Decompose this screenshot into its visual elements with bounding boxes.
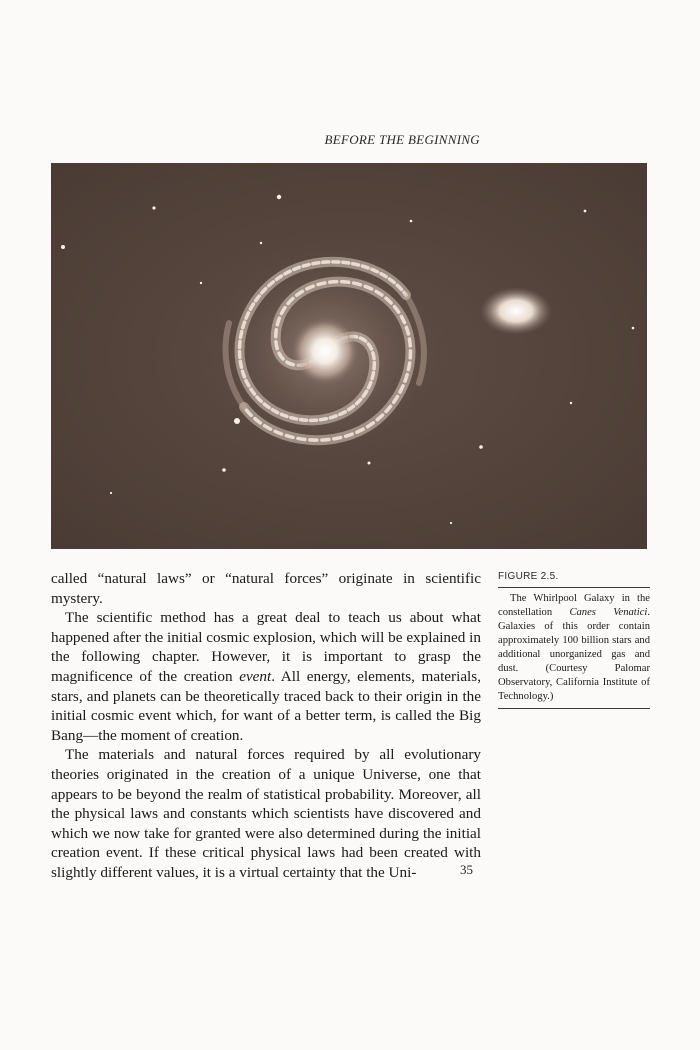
galaxy-image: [51, 163, 647, 549]
paragraph-2: [51, 608, 481, 745]
body-text: [51, 569, 481, 883]
running-head: BEFORE THE BEGINNING: [324, 132, 480, 147]
figure-caption: [498, 571, 650, 709]
galactic-core: [291, 317, 359, 385]
figure-label: FIGURE 2.5.: [498, 571, 650, 588]
whirlpool-galaxy-photo: [51, 163, 647, 549]
paragraph-1: called “natural laws” or “natural forces” originate in scientific mystery.: [51, 570, 481, 607]
caption-text: [498, 588, 650, 709]
caption-part-2: . Galaxies of this order contain approximately 100 billion stars and additional unorganized gas and dust. (Courtesy Palomar Observatory, California Institute of Technology.): [498, 607, 650, 702]
paragraph-2-part-2: . All energy, elements, materials, stars, and planets can be theoretically traced back to their origin in the initial cosmic event which, for want of a better term, is called the Big Bang—the moment of creation.: [51, 667, 481, 744]
paragraph-2-emphasis: event: [239, 667, 272, 685]
caption-emphasis: Canes Venatici: [569, 607, 648, 618]
paragraph-2-part-1: The scientific method has a great deal to teach us about what happened after the initial cosmic explosion, which will be explained in the following chapter. However, it is important to grasp the magnificence of the creation: [51, 609, 481, 685]
caption-part-1: The Whirlpool Galaxy in the constellation: [498, 593, 650, 618]
page-number: 35: [460, 862, 473, 877]
companion-galaxy: [480, 287, 552, 335]
paragraph-3: The materials and natural forces required by all evolutionary theories originated in the creation of a unique Universe, one that appears to be beyond the realm of statistical probability. Moreover, all the physical laws and constants which scientists have discovered and which we now take for granted were also determined during the initial creation event. If these critical physical laws had been created with slightly different values, it is a virtual certainty that the Uni-: [51, 746, 481, 881]
